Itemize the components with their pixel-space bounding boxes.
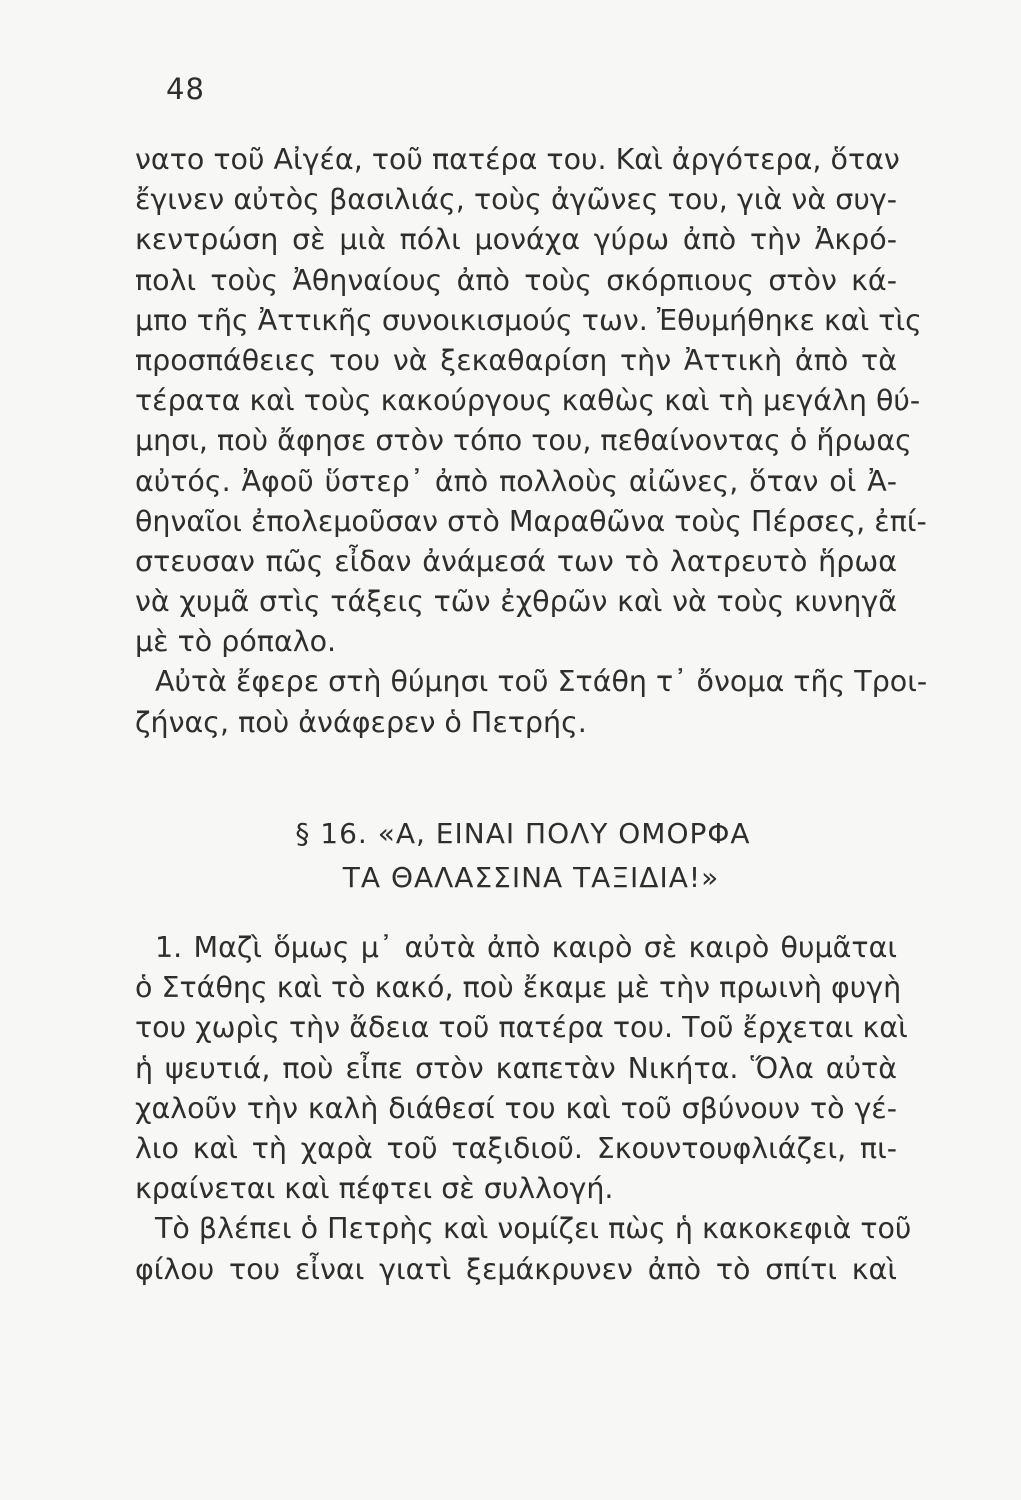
text-line: χαλοῦν τὴν καλὴ διάθεσί του καὶ τοῦ σβύνουν τὸ γέ- [135, 1091, 897, 1125]
text-line: μησι, ποὺ ἄφησε στὸν τόπο του, πεθαίνοντας ὁ ἥρωας [135, 424, 912, 458]
text-line: προσπάθειες του νὰ ξεκαθαρίση τὴν Ἀττικὴ ἀπὸ τὰ [135, 343, 897, 377]
text-line: Αὐτὰ ἔφερε στὴ θύμησι τοῦ Στάθη τ᾽ ὄνομα τῆς Τροι- [155, 665, 928, 699]
text-line: μπο τῆς Ἀττικῆς συνοικισμούς των. Ἐθυμήθηκε καὶ τὶς [135, 303, 922, 337]
section-heading-line: ΤΑ ΘΑΛΑΣΣΙΝΑ ΤΑΞΙΔΙΑ!» [342, 861, 720, 894]
text-line: ἡ ψευτιά, ποὺ εἶπε στὸν καπετὰν Νικήτα. Ὅλα αὐτὰ [135, 1051, 897, 1085]
body-text-lower [135, 928, 912, 1290]
text-line: νατο τοῦ Αἰγέα, τοῦ πατέρα του. Καὶ ἀργότερα, ὅταν [135, 143, 900, 176]
text-line: φίλου του εἶναι γιατὶ ξεμάκρυνεν ἀπὸ τὸ σπίτι καὶ [135, 1252, 897, 1286]
text-line: Τὸ βλέπει ὁ Πετρὴς καὶ νομίζει πὼς ἡ κακοκεφιὰ τοῦ [155, 1212, 912, 1246]
text-line: κραίνεται καὶ πέφτει σὲ συλλογή. [135, 1172, 614, 1206]
text-line: θηναῖοι ἐπολεμοῦσαν στὸ Μαραθῶνα τοὺς Πέρσες, ἐπί- [135, 504, 927, 538]
text-line: μὲ τὸ ρόπαλο. [135, 625, 337, 659]
text-line: κεντρώση σὲ μιὰ πόλι μονάχα γύρω ἀπὸ τὴν Ἀκρό- [135, 223, 897, 257]
text-line: ζήνας, ποὺ ἀνάφερεν ὁ Πετρής. [135, 705, 587, 739]
text-line: 1. Μαζὶ ὅμως μ᾽ αὐτὰ ἀπὸ καιρὸ σὲ καιρὸ θυμᾶται [155, 931, 897, 964]
text-line: του χωρὶς τὴν ἄδεια τοῦ πατέρα του. Τοῦ ἔρχεται καὶ [135, 1011, 908, 1045]
text-line: λιο καὶ τὴ χαρὰ τοῦ ταξιδιοῦ. Σκουντουφλιάζει, πι- [135, 1131, 897, 1165]
text-line: νὰ χυμᾶ στὶς τάξεις τῶν ἐχθρῶν καὶ νὰ τοὺς κυνηγᾶ [135, 585, 897, 619]
text-line: πολι τοὺς Ἀθηναίους ἀπὸ τοὺς σκόρπιους στὸν κά- [135, 263, 897, 297]
text-line: τέρατα καὶ τοὺς κακούργους καθὼς καὶ τὴ μεγάλη θύ- [135, 384, 921, 418]
text-line: στευσαν πῶς εἶδαν ἀνάμεσά των τὸ λατρευτὸ ἥρωα [135, 544, 897, 578]
body-text-upper [135, 140, 928, 743]
text-line: αὐτός. Ἀφοῦ ὕστερ᾽ ἀπὸ πολλοὺς αἰῶνες, ὅταν οἱ Ἀ- [135, 464, 897, 498]
text-line: ἔγινεν αὐτὸς βασιλιάς, τοὺς ἀγῶνες του, γιὰ νὰ συγ- [135, 183, 897, 217]
page-number: 48 [166, 72, 205, 106]
section-heading-line: § 16. «Α, ΕΙΝΑΙ ΠΟΛΥ ΟΜΟΡΦΑ [295, 817, 751, 850]
text-line: ὁ Στάθης καὶ τὸ κακό, ποὺ ἔκαμε μὲ τὴν πρωινὴ φυγὴ [135, 971, 902, 1005]
section-heading [135, 812, 897, 900]
